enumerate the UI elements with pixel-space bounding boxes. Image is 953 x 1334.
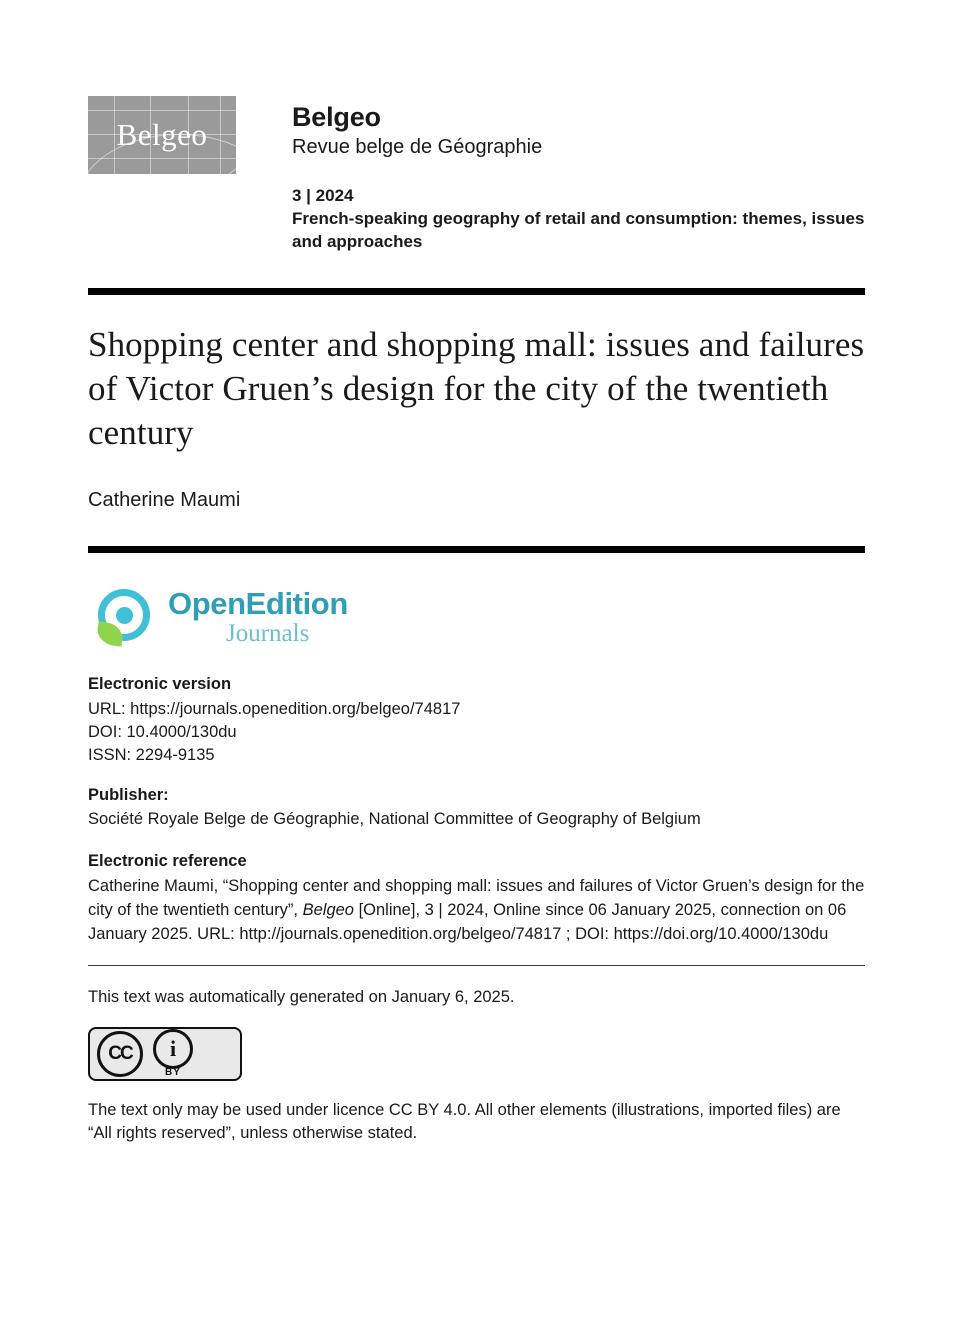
openedition-mark-icon bbox=[96, 587, 156, 647]
issue-number: 3 | 2024 bbox=[292, 186, 354, 206]
cc-mark-icon: CC bbox=[97, 1031, 143, 1077]
journal-subtitle: Revue belge de Géographie bbox=[292, 136, 543, 159]
electronic-reference-heading: Electronic reference bbox=[88, 851, 247, 870]
openedition-name bbox=[168, 585, 348, 621]
openedition-wordmark bbox=[168, 585, 348, 647]
belgeo-logo-text: Belgeo bbox=[116, 117, 208, 152]
electronic-version-heading: Electronic version bbox=[88, 675, 232, 694]
article-title: Shopping center and shopping mall: issues and failures of Victor Gruen’s design for the city of the twentieth century bbox=[88, 324, 865, 453]
openedition-name-edition: Edition bbox=[245, 585, 348, 621]
masthead bbox=[88, 0, 865, 254]
openedition-logo bbox=[88, 587, 865, 647]
divider-bottom bbox=[88, 965, 865, 966]
journal-title: Belgeo bbox=[292, 102, 381, 132]
cc-by-label: BY bbox=[165, 1067, 181, 1079]
openedition-journals-label: Journals bbox=[226, 619, 310, 647]
divider-middle bbox=[88, 546, 865, 553]
electronic-version-group bbox=[88, 673, 865, 768]
article-url: URL: https://journals.openedition.org/belgeo/74817 bbox=[88, 699, 461, 718]
openedition-name-open: Open bbox=[168, 585, 246, 621]
cc-license-badge-icon bbox=[88, 1027, 242, 1081]
divider-top bbox=[88, 288, 865, 295]
article-doi: DOI: 10.4000/130du bbox=[88, 722, 237, 741]
issue-theme: French-speaking geography of retail and consumption: themes, issues and approaches bbox=[292, 208, 865, 251]
electronic-reference-block bbox=[88, 850, 865, 947]
reference-journal-name: Belgeo bbox=[302, 901, 354, 920]
cc-by-mark bbox=[153, 1029, 193, 1078]
cc-by-icon: i bbox=[153, 1029, 193, 1069]
masthead-text bbox=[292, 96, 865, 254]
generation-note: This text was automatically generated on January 6, 2025. bbox=[88, 987, 515, 1006]
reference-part-2: [Online], 3 | 2024, Online since 06 January 2025, connection on 06 January 2025. URL: http://journals.openedition.org/belgeo/74817 ; DOI: https://doi.org/10.4000/130du bbox=[88, 901, 847, 943]
article-issn: ISSN: 2294-9135 bbox=[88, 746, 215, 765]
metadata-block bbox=[88, 673, 865, 832]
belgeo-logo-icon bbox=[88, 96, 236, 174]
article-author: Catherine Maumi bbox=[88, 489, 241, 512]
reference-part-1: Catherine Maumi, “Shopping center and shopping mall: issues and failures of Victor Gruen’s design for the city of the twentieth century”, bbox=[88, 877, 865, 920]
electronic-reference-text bbox=[88, 875, 865, 946]
licence-note: The text only may be used under licence CC BY 4.0. All other elements (illustrations, imported files) are “All rights reserved”, unless otherwise stated. bbox=[88, 1100, 841, 1143]
publisher-group bbox=[88, 784, 865, 832]
publisher-name: Société Royale Belge de Géographie, National Committee of Geography of Belgium bbox=[88, 810, 701, 829]
publisher-heading: Publisher: bbox=[88, 785, 169, 804]
